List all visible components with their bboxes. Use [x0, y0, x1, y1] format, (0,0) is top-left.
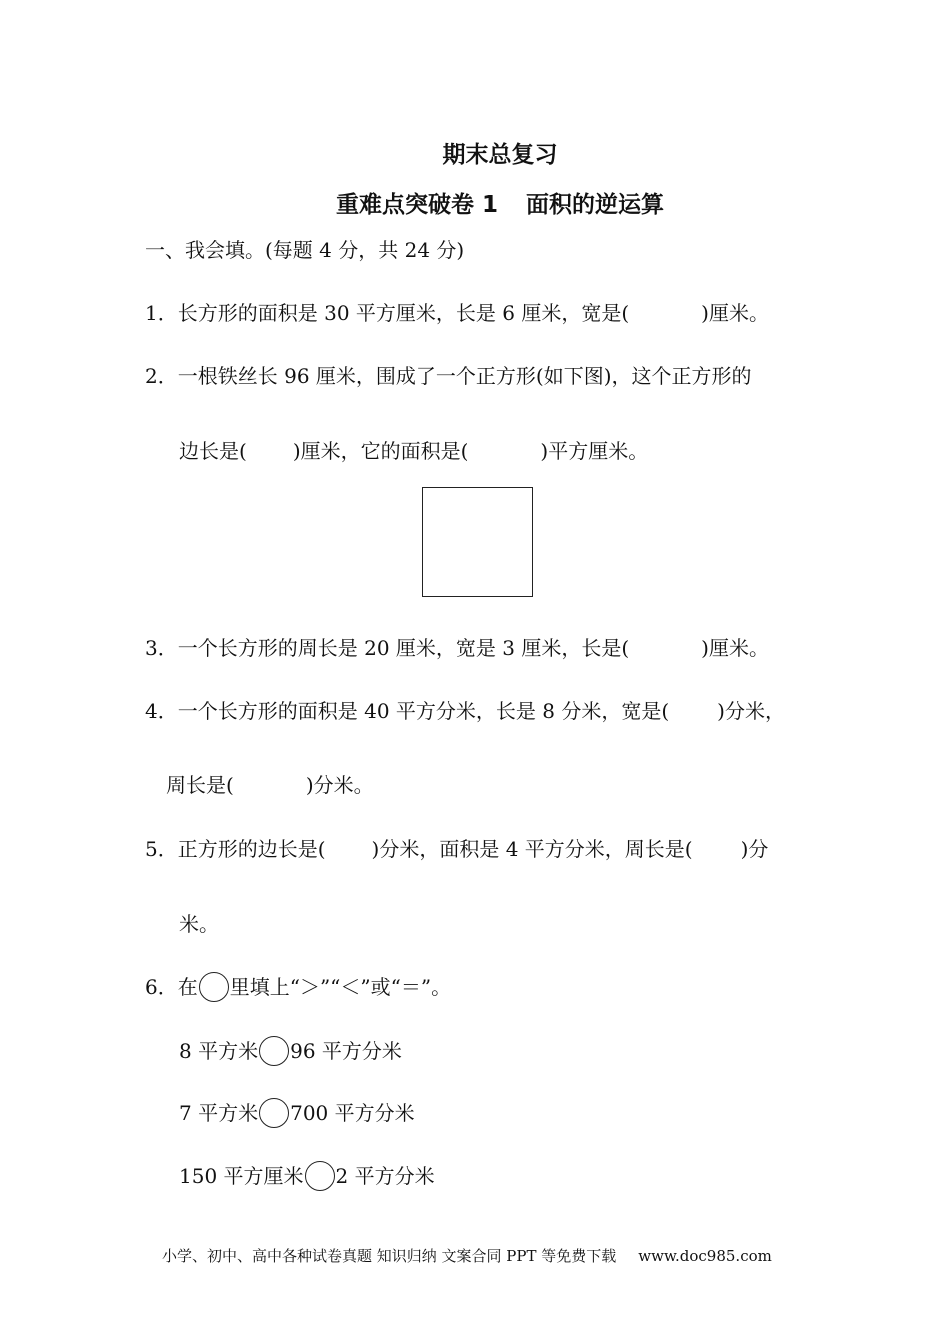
question-4-line2	[166, 772, 374, 798]
subtitle-right: 面积的逆运算	[526, 192, 664, 218]
question-2-line2	[179, 438, 648, 464]
compare-item-3	[179, 1161, 435, 1191]
compare-left: 150 平方厘米	[179, 1164, 304, 1188]
question-number: 6．	[145, 975, 178, 999]
compare-circle[interactable]	[259, 1036, 289, 1066]
question-text: 周长是(	[166, 773, 234, 797]
compare-right: 700 平方分米	[290, 1101, 415, 1125]
question-2	[145, 363, 752, 389]
compare-circle[interactable]	[305, 1161, 335, 1191]
question-text: )厘米。	[701, 636, 769, 660]
footer-link[interactable]: www.doc985.com	[638, 1247, 772, 1265]
question-number: 1．	[145, 301, 178, 325]
question-number: 3．	[145, 636, 178, 660]
circle-icon	[199, 972, 229, 1002]
question-number: 4．	[145, 699, 178, 723]
question-text: 在	[177, 975, 198, 999]
compare-left: 8 平方米	[179, 1039, 259, 1063]
question-3	[145, 635, 769, 661]
square-figure	[422, 487, 533, 597]
question-6	[145, 972, 451, 1002]
question-text: 边长是(	[179, 439, 247, 463]
question-number: 2．	[145, 364, 178, 388]
question-5-line2: 米。	[179, 912, 219, 936]
question-text: )分米，面积是 4 平方分米，周长是(	[371, 837, 693, 861]
question-text: )分米。	[305, 773, 374, 797]
question-text: 一个长方形的面积是 40 平方分米，长是 8 分米，宽是(	[177, 699, 670, 723]
page-footer	[162, 1245, 772, 1266]
page-subtitle	[0, 186, 950, 219]
question-5	[145, 836, 768, 862]
compare-right: 2 平方分米	[335, 1164, 435, 1188]
page-title: 期末总复习	[442, 142, 558, 168]
question-text: 一根铁丝长 96 厘米，围成了一个正方形(如下图)，这个正方形的	[177, 364, 752, 388]
compare-item-1	[179, 1036, 402, 1066]
question-text: )分米，	[717, 699, 785, 723]
question-text: 长方形的面积是 30 平方厘米，长是 6 厘米，宽是(	[177, 301, 630, 325]
question-text: )厘米，它的面积是(	[292, 439, 469, 463]
subtitle-left: 重难点突破卷 1	[335, 192, 498, 218]
question-text: )厘米。	[701, 301, 769, 325]
compare-right: 96 平方分米	[290, 1039, 402, 1063]
section-heading: 一、我会填。(每题 4 分，共 24 分)	[145, 238, 465, 262]
compare-item-2	[179, 1098, 415, 1128]
question-text: 里填上“＞”“＜”或“＝”。	[229, 975, 452, 999]
compare-left: 7 平方米	[179, 1101, 259, 1125]
question-text: )分	[740, 837, 769, 861]
question-text: 一个长方形的周长是 20 厘米，宽是 3 厘米，长是(	[177, 636, 630, 660]
footer-text: 小学、初中、高中各种试卷真题 知识归纳 文案合同 PPT 等免费下载	[162, 1247, 617, 1265]
question-1	[145, 300, 769, 326]
question-4	[145, 698, 785, 724]
question-text: )平方厘米。	[540, 439, 649, 463]
question-number: 5．	[145, 837, 178, 861]
question-text: 正方形的边长是(	[177, 837, 326, 861]
compare-circle[interactable]	[259, 1098, 289, 1128]
